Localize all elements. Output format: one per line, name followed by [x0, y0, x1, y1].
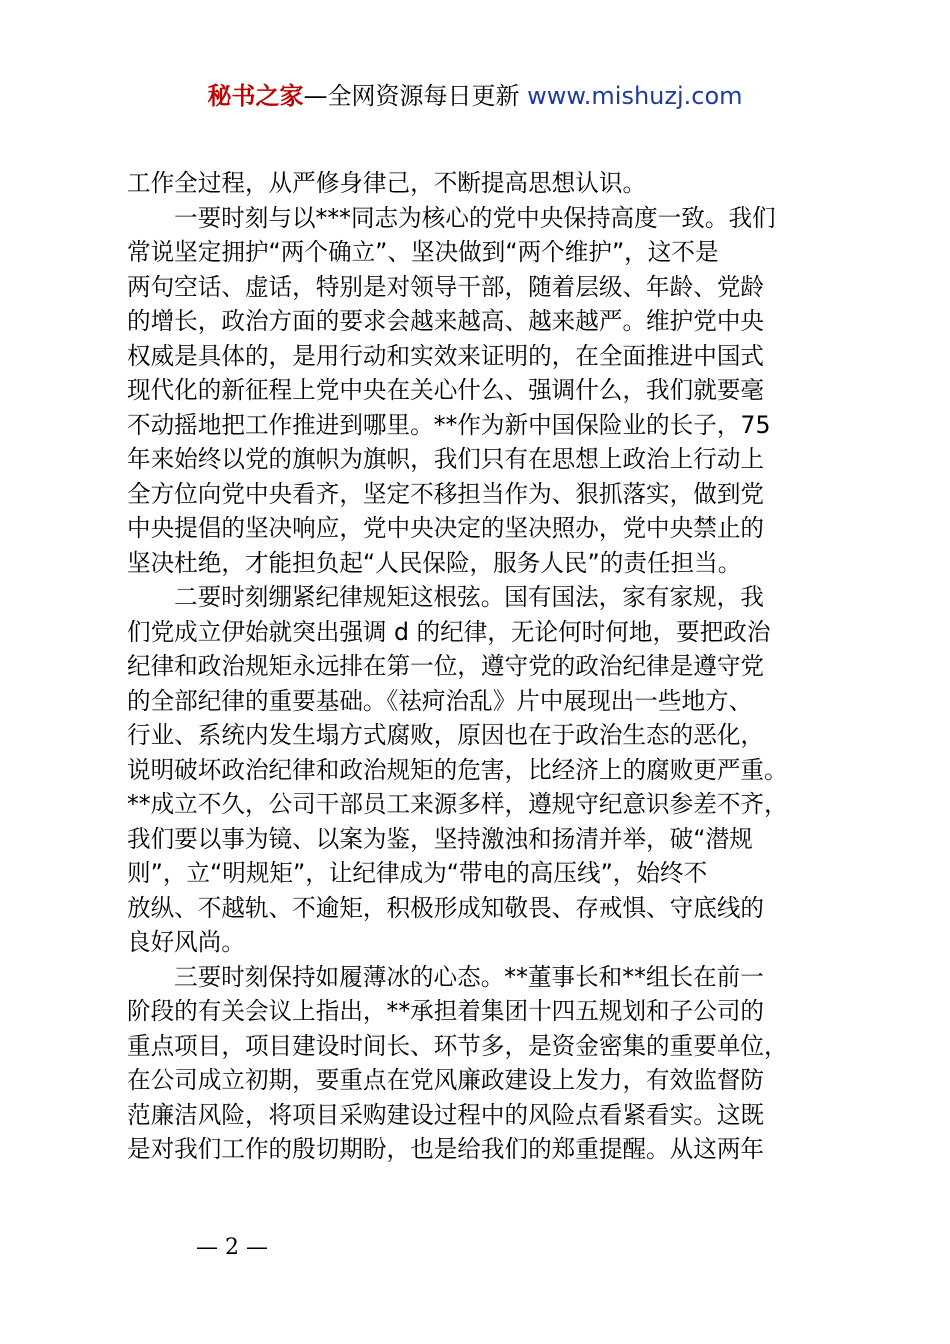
text-line: 纪律和政治规矩永远排在第一位，遵守党的政治纪律是遵守党	[127, 652, 765, 680]
page-number: — 2 —	[196, 1235, 268, 1260]
document-body	[127, 166, 847, 1167]
site-header	[0, 78, 950, 114]
text-line: 说明破坏政治纪律和政治规矩的危害，比经济上的腐败更严重。	[127, 755, 788, 784]
text-line: 权威是具体的，是用行动和实效来证明的，在全面推进中国式	[127, 341, 765, 370]
site-url-link[interactable]: www.mishuzj.com	[527, 82, 743, 110]
text-line: 是对我们工作的殷切期盼，也是给我们的郑重提醒。从这两年	[127, 1135, 765, 1163]
text-line: 中央提倡的坚决响应，党中央决定的坚决照办，党中央禁止的	[127, 514, 765, 542]
site-tagline: —全网资源每日更新	[303, 82, 520, 110]
text-line: 的全部纪律的重要基础。《祛疴治乱》片中展现出一些地方、	[127, 686, 753, 715]
text-line: 工作全过程，从严修身律己，不断提高思想认识。	[127, 169, 647, 197]
text-line: 年来始终以党的旗帜为旗帜，我们只有在思想上政治上行动上	[127, 445, 765, 473]
text-line: 现代化的新征程上党中央在关心什么、强调什么，我们就要毫	[127, 376, 765, 404]
text-line: 在公司成立初期，要重点在党风廉政建设上发力，有效监督防	[127, 1066, 765, 1094]
paragraph-start-line: 三要时刻保持如履薄冰的心态。**董事长和**组长在前一	[174, 962, 764, 991]
text-line: 阶段的有关会议上指出，**承担着集团十四五规划和子公司的	[127, 997, 765, 1025]
text-line: 全方位向党中央看齐，坚定不移担当作为、狠抓落实，做到党	[127, 479, 765, 508]
text-line: 行业、系统内发生塌方式腐败，原因也在于政治生态的恶化，	[127, 721, 765, 749]
site-brand: 秘书之家	[207, 82, 304, 110]
text-line: 的增长，政治方面的要求会越来越高、越来越严。维护党中央	[127, 307, 765, 335]
text-line: 不动摇地把工作推进到哪里。**作为新中国保险业的长子，75	[127, 410, 771, 439]
text-line: 们党成立伊始就突出强调 d 的纪律，无论何时何地，要把政治	[127, 617, 771, 646]
text-line: 范廉洁风险，将项目采购建设过程中的风险点看紧看实。这既	[127, 1100, 765, 1129]
text-line: 放纵、不越轨、不逾矩，积极形成知敬畏、存戒惧、守底线的	[127, 893, 765, 922]
text-line: 重点项目，项目建设时间长、环节多，是资金密集的重要单位，	[127, 1031, 788, 1060]
text-line: 我们要以事为镜、以案为鉴，坚持激浊和扬清并举，破“潜规	[127, 824, 753, 853]
text-line: 良好风尚。	[127, 928, 245, 956]
paragraph-start-line: 二要时刻绷紧纪律规矩这根弦。国有国法，家有家规，我	[174, 583, 764, 611]
text-line: 坚决杜绝，才能担负起“人民保险，服务人民”的责任担当。	[127, 548, 742, 577]
text-line: 两句空话、虚话，特别是对领导干部，随着层级、年龄、党龄	[127, 272, 765, 301]
text-line: 则”，立“明规矩”，让纪律成为“带电的高压线”，始终不	[127, 859, 708, 887]
text-line: 常说坚定拥护“两个确立”、坚决做到“两个维护”，这不是	[127, 238, 719, 266]
paragraph-start-line: 一要时刻与以***同志为核心的党中央保持高度一致。我们	[174, 203, 776, 232]
text-line: **成立不久，公司干部员工来源多样，遵规守纪意识参差不齐，	[127, 790, 788, 818]
